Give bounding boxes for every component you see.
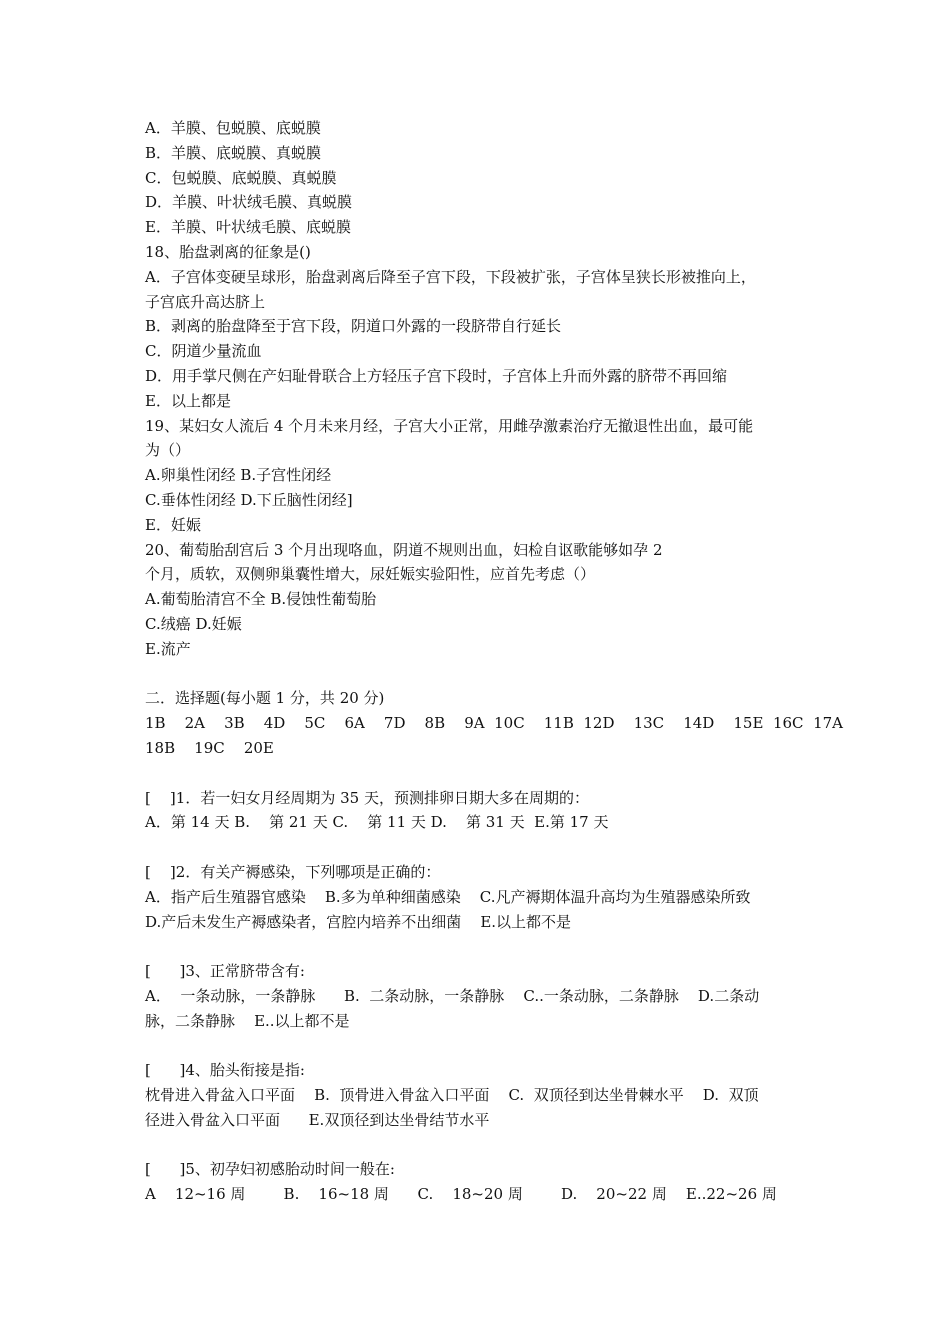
q20-options-cd: C.绒癌 D.妊娠 (145, 614, 242, 633)
mc2-options-line2: D.产后未发生产褥感染者，宫腔内培养不出细菌 E.以上都不是 (145, 912, 572, 931)
q19-options-cd: C.垂体性闭经 D.下丘脑性闭经] (145, 490, 353, 509)
mc4-options-line2: 径进入骨盆入口平面 E.双顶径到达坐骨结节水平 (145, 1110, 490, 1129)
q20-question-line2: 个月，质软，双侧卵巢囊性增大，尿妊娠实验阳性，应首先考虑（） (145, 565, 596, 584)
q19-question-line1: 19、某妇女人流后 4 个月未来月经，子宫大小正常，用雌孕激素治疗无撤退性出血，最可能 (145, 416, 754, 435)
spacer (145, 934, 810, 959)
q17-option-c: C．包蜕膜、底蜕膜、真蜕膜 (145, 168, 337, 187)
mc2-options-line1: A．指产后生殖器官感染 B.多为单种细菌感染 C.凡产褥期体温升高均为生殖器感染所致 (145, 887, 751, 906)
q20-question-line1: 20、葡萄胎刮宫后 3 个月出现咯血，阴道不规则出血，妇检自讴歌能够如孕 2 (145, 540, 663, 559)
mc3-options-line1: A． 一条动脉，一条静脉 B. 二条动脉，一条静脉 C..一条动脉，二条静脉 D.二条动 (145, 986, 760, 1005)
mc3-question: [ ]3、正常脐带含有: (145, 962, 305, 981)
q17-option-d: D．羊膜、叶状绒毛膜、真蜕膜 (145, 193, 353, 212)
q17-option-e: E．羊膜、叶状绒毛膜、底蜕膜 (145, 218, 351, 237)
q18-option-e: E．以上都是 (145, 391, 231, 410)
q18-option-a-line1: A．子宫体变硬呈球形，胎盘剥离后降至子宫下段，下段被扩张，子宫体呈狭长形被推向上， (145, 267, 756, 286)
q19-options-ab: A.卵巢性闭经 B.子宫性闭经 (145, 466, 332, 485)
q18-option-d: D．用手掌尺侧在产妇耻骨联合上方轻压子宫下段时，子宫体上升而外露的脐带不再回缩 (145, 366, 728, 385)
document-page (145, 116, 843, 1207)
mc3-options-line2: 脉，二条静脉 E..以上都不是 (145, 1011, 350, 1030)
q17-option-a: A．羊膜、包蜕膜、底蜕膜 (145, 119, 321, 137)
q19-option-e: E．妊娠 (145, 515, 201, 534)
answer-key-line2: 18B 19C 20E (145, 738, 274, 757)
q17-option-b: B．羊膜、底蜕膜、真蜕膜 (145, 143, 322, 162)
section2-title: 二．选择题(每小题 1 分，共 20 分) (145, 689, 385, 708)
q18-option-a-line2: 子宫底升高达脐上 (145, 292, 266, 311)
mc1-options: A．第 14 天 B. 第 21 天 C. 第 11 天 D. 第 31 天 E.第 17 天 (145, 813, 609, 832)
spacer (145, 662, 810, 687)
spacer (145, 761, 810, 786)
q19-question-line2: 为（） (145, 441, 191, 460)
q18-question: 18、胎盘剥离的征象是() (145, 242, 311, 261)
mc4-question: [ ]4、胎头衔接是指: (145, 1061, 305, 1080)
mc4-options-line1: 枕骨进入骨盆入口平面 B. 顶骨进入骨盆入口平面 C. 双顶径到达坐骨棘水平 D. 双顶 (145, 1086, 759, 1105)
q20-options-ab: A.葡萄胎清宫不全 B.侵蚀性葡萄胎 (145, 590, 377, 609)
spacer (145, 1133, 810, 1158)
mc1-question: [ ]1．若一妇女月经周期为 35 天，预测排卵日期大多在周期的： (145, 788, 589, 807)
mc2-question: [ ]2．有关产褥感染，下列哪项是正确的： (145, 862, 441, 881)
spacer (145, 835, 810, 860)
mc5-options: A 12~16 周 B. 16~18 周 C. 18~20 周 D. 20~22 周 E..22~26 周 (145, 1185, 777, 1204)
q20-option-e: E.流产 (145, 639, 191, 658)
spacer (145, 1033, 810, 1058)
q18-option-b: B．剥离的胎盘降至于宫下段，阴道口外露的一段脐带自行延长 (145, 317, 562, 336)
mc5-question: [ ]5、初孕妇初感胎动时间一般在: (145, 1160, 395, 1179)
q18-option-c: C．阴道少量流血 (145, 342, 262, 361)
answer-key-line1: 1B 2A 3B 4D 5C 6A 7D 8B 9A 10C 11B 12D 13C 14D 15E 16C 17A (145, 714, 843, 733)
